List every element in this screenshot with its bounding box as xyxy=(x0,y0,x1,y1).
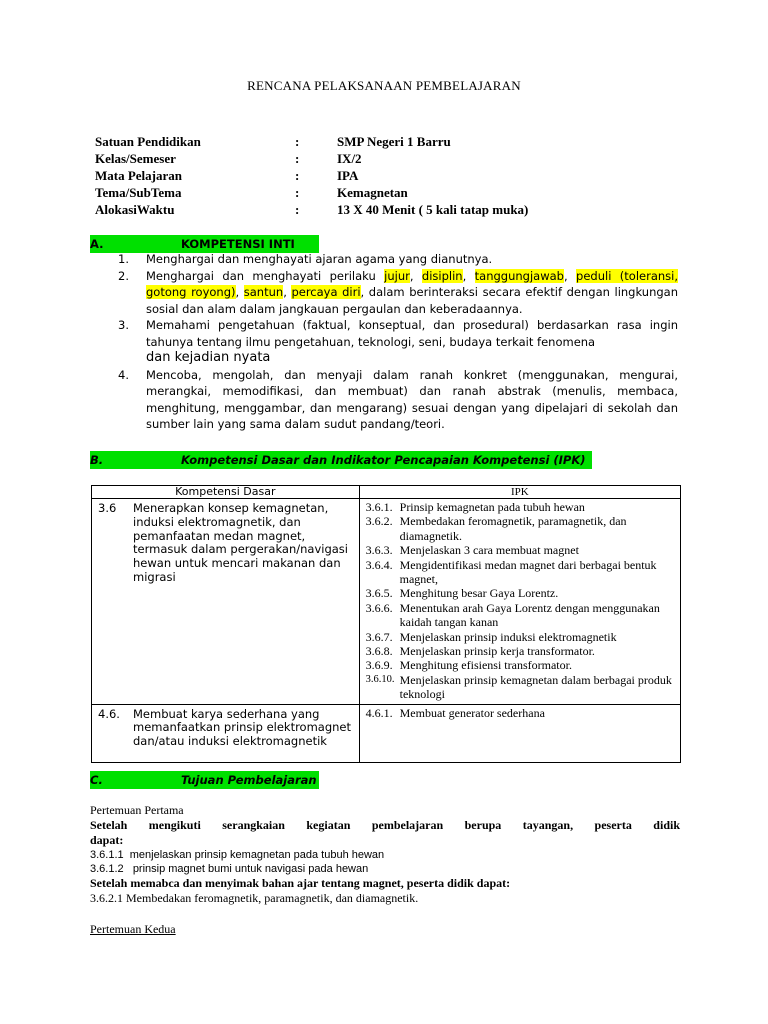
ipk-item xyxy=(366,673,678,702)
ipk-text: Menghitung efisiensi transformator. xyxy=(399,658,572,673)
highlighted-value: disiplin xyxy=(421,268,463,283)
meeting-intro: dapat: xyxy=(90,833,124,847)
item-text: , xyxy=(235,285,244,299)
ipk-number: 3.6.10. xyxy=(365,673,395,685)
table-header-row xyxy=(92,486,681,499)
goal-text: prinsip magnet bumi untuk navigasi pada hewan xyxy=(132,863,369,875)
meeting-title: Pertemuan Pertama xyxy=(90,803,184,817)
goal-number: 3.6.1.1 xyxy=(90,849,124,861)
list-item xyxy=(118,367,678,433)
section-letter: A. xyxy=(90,237,104,251)
ipk-item xyxy=(366,500,678,514)
section-title: Kompetensi Dasar dan Indikator Pencapaian Kompetensi (IPK) xyxy=(181,453,586,467)
highlighted-value: jujur xyxy=(384,268,410,283)
kd-text: Membuat karya sederhana yang memanfaatkan prinsip elektromagnet dan/atau induksi elektromagnetik xyxy=(133,706,352,749)
section-letter: B. xyxy=(90,453,104,467)
identity-value: 13 X 40 Menit ( 5 kali tatap muka) xyxy=(337,202,529,217)
kd-cell xyxy=(92,704,360,762)
identity-colon: : xyxy=(295,168,300,183)
item-text: , xyxy=(462,268,475,283)
identity-row xyxy=(95,167,528,184)
ipk-text: Menjelaskan prinsip kerja transformator. xyxy=(399,644,595,659)
meeting-intro: Setelah mengikuti serangkaian kegiatan pembelajaran berupa tayangan, peserta didik xyxy=(90,818,680,832)
list-item xyxy=(118,317,678,367)
item-number: 2. xyxy=(118,268,129,283)
list-item xyxy=(118,268,678,318)
ipk-item xyxy=(366,543,678,557)
ipk-item xyxy=(366,514,678,543)
identity-row xyxy=(95,133,528,150)
ipk-number: 3.6.4. xyxy=(365,557,393,572)
item-number: 4. xyxy=(118,367,129,382)
ipk-number: 3.6.2. xyxy=(365,514,393,529)
identity-label: Kelas/Semeser xyxy=(95,151,176,166)
kd-ipk-table xyxy=(91,485,681,763)
section-title: KOMPETENSI INTI xyxy=(181,237,295,251)
kd-content xyxy=(93,500,358,587)
column-header: Kompetensi Dasar xyxy=(92,486,360,499)
ipk-item xyxy=(366,706,678,720)
section-letter: C. xyxy=(90,773,103,787)
item-text: , xyxy=(283,285,292,299)
item-text: Mencoba, mengolah, dan menyaji dalam ranah konkret (menggunakan, mengurai, merangkai, memodifikasi, dan membuat) dan ranah abstrak (menulis, membaca, menghitung, menggambar, dan mengarang) sesuai dengan yang dipelajari di sekolah dan sumber lain yang sama dalam sudut pandang/teori. xyxy=(146,367,678,431)
identity-label: AlokasiWaktu xyxy=(95,202,175,217)
goal-item xyxy=(90,862,680,876)
identity-value: Kemagnetan xyxy=(337,185,408,200)
section-b-heading xyxy=(90,451,592,469)
kd-text: Menerapkan konsep kemagnetan, induksi elektromagnetik, dan pemanfaatan medan magnet, termasuk dalam pergerakan/navigasi hewan untuk mencari makanan dan migrasi xyxy=(133,501,348,584)
ipk-cell xyxy=(359,499,680,705)
ipk-number: 3.6.6. xyxy=(365,600,393,615)
ipk-number: 3.6.3. xyxy=(365,543,393,558)
item-number: 1. xyxy=(118,252,129,266)
kompetensi-inti-list xyxy=(118,251,678,433)
highlighted-value: tanggungjawab xyxy=(474,268,564,283)
ipk-item xyxy=(366,586,678,600)
ipk-text: Menghitung besar Gaya Lorentz. xyxy=(399,586,559,601)
item-text: dan kejadian nyata xyxy=(146,350,271,365)
identity-colon: : xyxy=(295,185,300,200)
identity-colon: : xyxy=(295,134,300,149)
item-number: 3. xyxy=(118,318,129,332)
ipk-text: Menjelaskan prinsip kemagnetan dalam berbagai produk teknologi xyxy=(399,672,672,702)
meeting-title: Pertemuan Kedua xyxy=(90,922,176,936)
tujuan-section xyxy=(90,803,680,937)
goal-item: 3.6.2.1 Membedakan feromagnetik, paramagnetik, dan diamagnetik. xyxy=(90,891,419,905)
highlighted-value: santun xyxy=(243,285,284,299)
ipk-text: Menentukan arah Gaya Lorentz dengan menggunakan kaidah tangan kanan xyxy=(399,600,660,630)
ipk-number: 3.6.8. xyxy=(365,644,393,659)
ipk-number: 3.6.9. xyxy=(365,658,393,673)
goal-text: menjelaskan prinsip kemagnetan pada tubuh hewan xyxy=(129,849,385,861)
item-text: , xyxy=(563,268,577,283)
ipk-number: 3.6.7. xyxy=(365,629,393,644)
ipk-number: 3.6.1. xyxy=(365,500,393,514)
identity-row xyxy=(95,150,528,167)
item-text: Menghargai dan menghayati perilaku xyxy=(146,268,385,283)
highlighted-value: peduli (toleransi, gotong royong) xyxy=(146,268,678,299)
kd-cell xyxy=(92,499,360,705)
table-row xyxy=(92,704,681,762)
identity-colon: : xyxy=(295,151,300,166)
identity-label: Tema/SubTema xyxy=(95,185,182,200)
document-title: RENCANA PELAKSANAAN PEMBELAJARAN xyxy=(247,78,521,93)
ipk-text: Membedakan feromagnetik, paramagnetik, dan diamagnetik. xyxy=(399,514,627,543)
meeting-intro: Setelah memabca dan menyimak bahan ajar tentang magnet, peserta didik dapat: xyxy=(90,876,511,890)
kd-content xyxy=(93,706,358,751)
ipk-item xyxy=(366,558,678,587)
identity-block xyxy=(95,133,528,218)
ipk-text: Menjelaskan 3 cara membuat magnet xyxy=(399,543,579,558)
identity-value: IX/2 xyxy=(337,151,362,166)
column-header: IPK xyxy=(359,486,680,499)
ipk-text: Mengidentifikasi medan magnet dari berbagai bentuk magnet, xyxy=(399,557,657,587)
item-text: Memahami pengetahuan (faktual, konseptual, dan prosedural) berdasarkan rasa ingin tahunya tentang ilmu pengetahuan, teknologi, seni, budaya terkait fenomena xyxy=(146,318,678,349)
goal-item xyxy=(90,848,680,862)
ipk-item xyxy=(366,601,678,630)
list-item xyxy=(118,251,678,268)
identity-value: SMP Negeri 1 Barru xyxy=(337,134,451,149)
ipk-text: Membuat generator sederhana xyxy=(399,705,545,720)
ipk-cell xyxy=(359,704,680,762)
identity-label: Satuan Pendidikan xyxy=(95,134,201,149)
ipk-item xyxy=(366,644,678,658)
identity-label: Mata Pelajaran xyxy=(95,168,183,183)
identity-row xyxy=(95,201,528,218)
ipk-number: 3.6.5. xyxy=(365,586,393,601)
table-row xyxy=(92,499,681,705)
identity-colon: : xyxy=(295,202,300,217)
item-text: , dalam berinteraksi secara efektif dengan lingkungan sosial dan alam dalam jangkauan pergaulan dan keberadaannya. xyxy=(146,285,679,316)
ipk-number: 4.6.1. xyxy=(365,705,393,720)
item-text: , xyxy=(409,268,422,283)
kd-number: 4.6. xyxy=(98,706,120,721)
goal-number: 3.6.1.2 xyxy=(90,863,124,875)
kd-number: 3.6 xyxy=(98,501,117,515)
ipk-item xyxy=(366,658,678,672)
identity-row xyxy=(95,184,528,201)
section-c-heading xyxy=(90,771,319,789)
ipk-item xyxy=(366,630,678,644)
item-text: Menghargai dan menghayati ajaran agama yang dianutnya. xyxy=(146,252,493,266)
section-title: Tujuan Pembelajaran xyxy=(181,773,317,787)
highlighted-value: percaya diri xyxy=(291,285,361,299)
ipk-text: Menjelaskan prinsip induksi elektromagnetik xyxy=(399,629,617,644)
identity-value: IPA xyxy=(337,168,359,183)
ipk-text: Prinsip kemagnetan pada tubuh hewan xyxy=(399,500,585,514)
